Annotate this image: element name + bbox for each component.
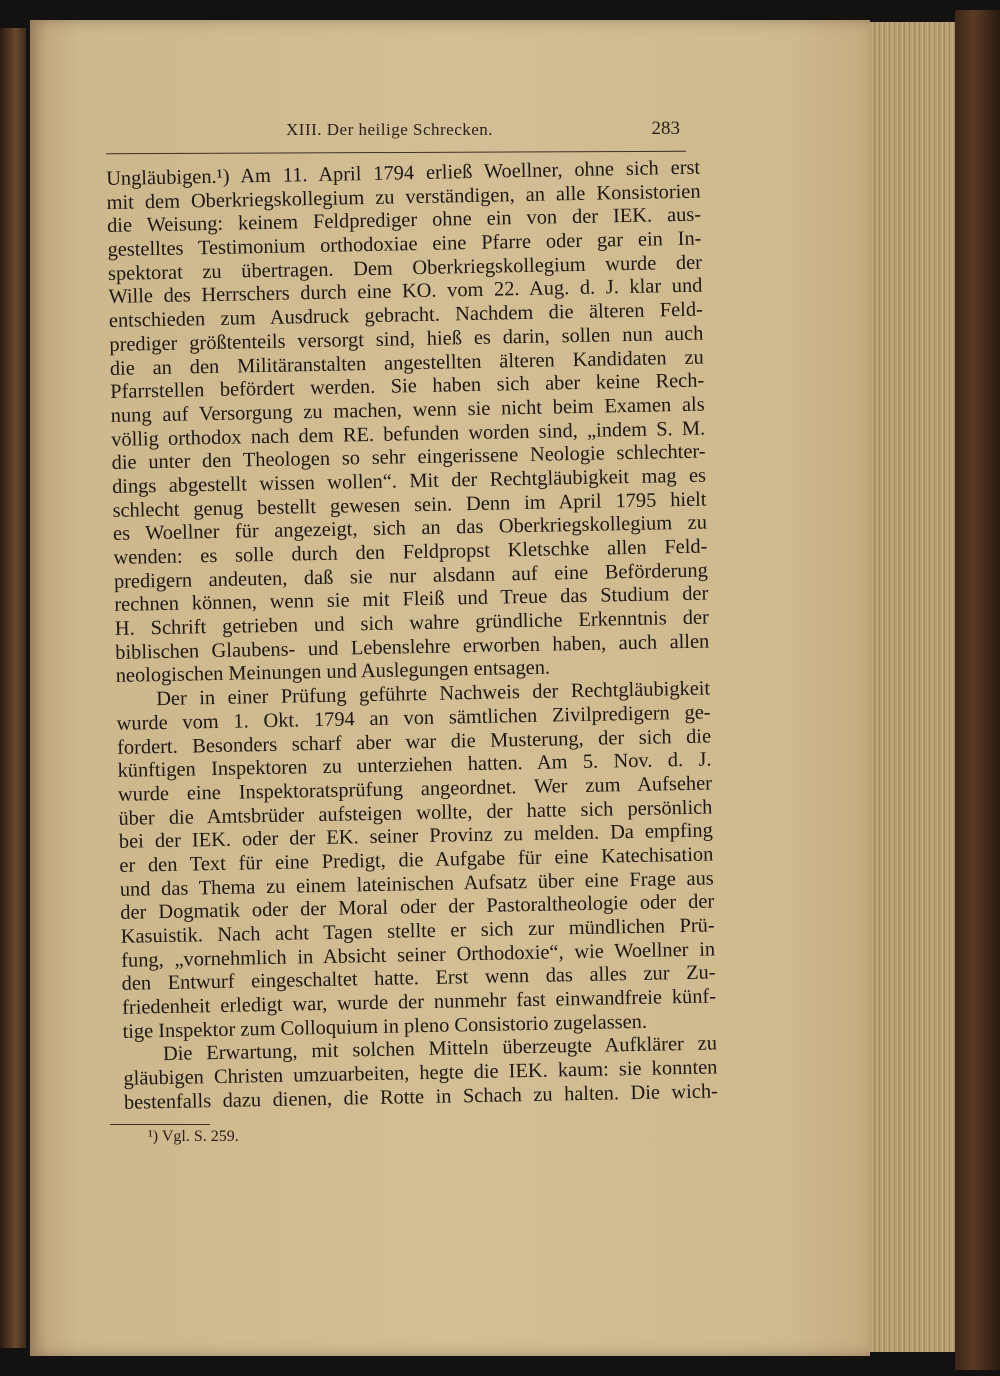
text-line: nung auf Versorgung zu machen, wenn sie nicht beim Examen als (110, 393, 705, 427)
text-line: friedenheit erledigt war, wurde der nunmehr fast einwandfreie künf- (121, 985, 717, 1019)
text-line: wurde eine Inspektoratsprüfung angeordnet. Wer zum Aufseher (117, 772, 713, 806)
page-stack-edge (866, 22, 962, 1352)
text-line: Der in einer Prüfung geführte Nachweis der Rechtgläubigkeit (155, 677, 711, 711)
text-line: die Weisung: keinem Feldprediger ohne ein von der IEK. aus- (106, 203, 702, 238)
text-line: die unter den Theologen so sehr eingerissene Neologie schlechter- (111, 440, 706, 475)
text-line: Wille des Herrschers durch eine KO. vom 22. Aug. d. J. klar und (108, 275, 703, 309)
text-line: es Woellner für angezeigt, sich an das Oberkriegskollegium zu (112, 511, 708, 546)
text-line: dings abgestellt wissen wollen“. Mit der Rechtgläubigkeit mag es (111, 464, 707, 498)
body-text (106, 157, 718, 1116)
text-line: der Dogmatik oder der Moral oder der Pastoraltheologie oder der (120, 890, 715, 925)
footnote: ¹) Vgl. S. 259. (148, 1128, 239, 1145)
book-cover-edge (955, 10, 1000, 1370)
text-line: mit dem Oberkriegskollegium zu verständigen, an alle Konsistorien (106, 180, 701, 214)
text-line: wenden: es solle durch den Feldpropst Kletschke allen Feld- (113, 535, 708, 569)
text-line: predigern andeuten, daß sie nur alsdann auf eine Beförderung (113, 559, 709, 593)
text-line: bestenfalls dazu dienen, die Rotte in Schach zu halten. Die wich- (123, 1080, 719, 1114)
text-line: die an den Militäranstalten angestellten älteren Kandidaten zu (109, 346, 704, 380)
text-line: spektorat zu übertragen. Dem Oberkriegskollegium wurde der (107, 251, 703, 285)
running-head (100, 118, 690, 142)
text-line: Ungläubigen.¹) Am 11. April 1794 erließ Woellner, ohne sich erst (106, 156, 701, 190)
page-number: 283 (651, 118, 680, 139)
text-line: er den Text für eine Predigt, die Aufgabe für eine Katechisation (119, 843, 714, 877)
chapter-title: XIII. Der heilige Schrecken. (286, 120, 494, 139)
text-line: prediger größtenteils versorgt sind, hieß es darin, sollen nun auch (109, 322, 704, 356)
text-line: über die Amtsbrüder aufsteigen wollte, der hatte sich persönlich (118, 796, 713, 830)
text-line: fordert. Besonders scharf aber war die Musterung, der sich die (116, 724, 712, 759)
text-line: rechnen können, wenn sie mit Fleiß und Treue das Studium der (114, 582, 709, 617)
text-line: neologischen Meinungen und Auslegungen entsagen. (115, 657, 551, 688)
text-line: völlig orthodox nach dem RE. befunden worden sind, „indem S. M. (111, 417, 706, 451)
text-line: schlecht genug bestellt gewesen sein. Denn im April 1795 hielt (112, 488, 707, 522)
left-page-edge (0, 28, 26, 1348)
text-line: tige Inspektor zum Colloquium in pleno Consistorio zugelassen. (122, 1010, 648, 1043)
text-line: bei der IEK. oder der EK. seiner Provinz zu melden. Da empfing (118, 819, 714, 854)
text-line: und das Thema zu einem lateinischen Aufsatz über eine Frage aus (119, 867, 714, 901)
text-line: Die Erwartung, mit solchen Mitteln überzeugte Aufklärer zu (162, 1032, 718, 1066)
text-line: gestelltes Testimonium orthodoxiae eine Pfarre oder gar ein In- (107, 227, 702, 262)
text-line: H. Schrift getrieben und sich wahre gründliche Erkenntnis der (114, 606, 709, 640)
text-line: Pfarrstellen befördert werden. Sie haben sich aber keine Rech- (110, 369, 705, 404)
text-line: wurde vom 1. Okt. 1794 an von sämtlichen Zivilpredigern ge- (116, 701, 711, 735)
footnote-rule (110, 1124, 210, 1125)
text-line: künftigen Inspektoren zu unterziehen hatten. Am 5. Nov. d. J. (117, 748, 712, 783)
text-line: entschieden zum Ausdruck gebracht. Nachdem die älteren Feld- (108, 298, 704, 333)
text-line: gläubigen Christen umzuarbeiten, hegte die IEK. kaum: sie konnten (123, 1056, 718, 1090)
text-line: den Entwurf eingeschaltet hatte. Erst wenn das alles zur Zu- (121, 961, 716, 996)
text-line: fung, „vornehmlich in Absicht seiner Orthodoxie“, wie Woellner in (121, 938, 716, 972)
text-line: Kasuistik. Nach acht Tagen stellte er sich zur mündlichen Prü- (120, 914, 715, 948)
text-line: biblischen Glaubens- und Lebenslehre erworben haben, auch allen (115, 630, 710, 664)
